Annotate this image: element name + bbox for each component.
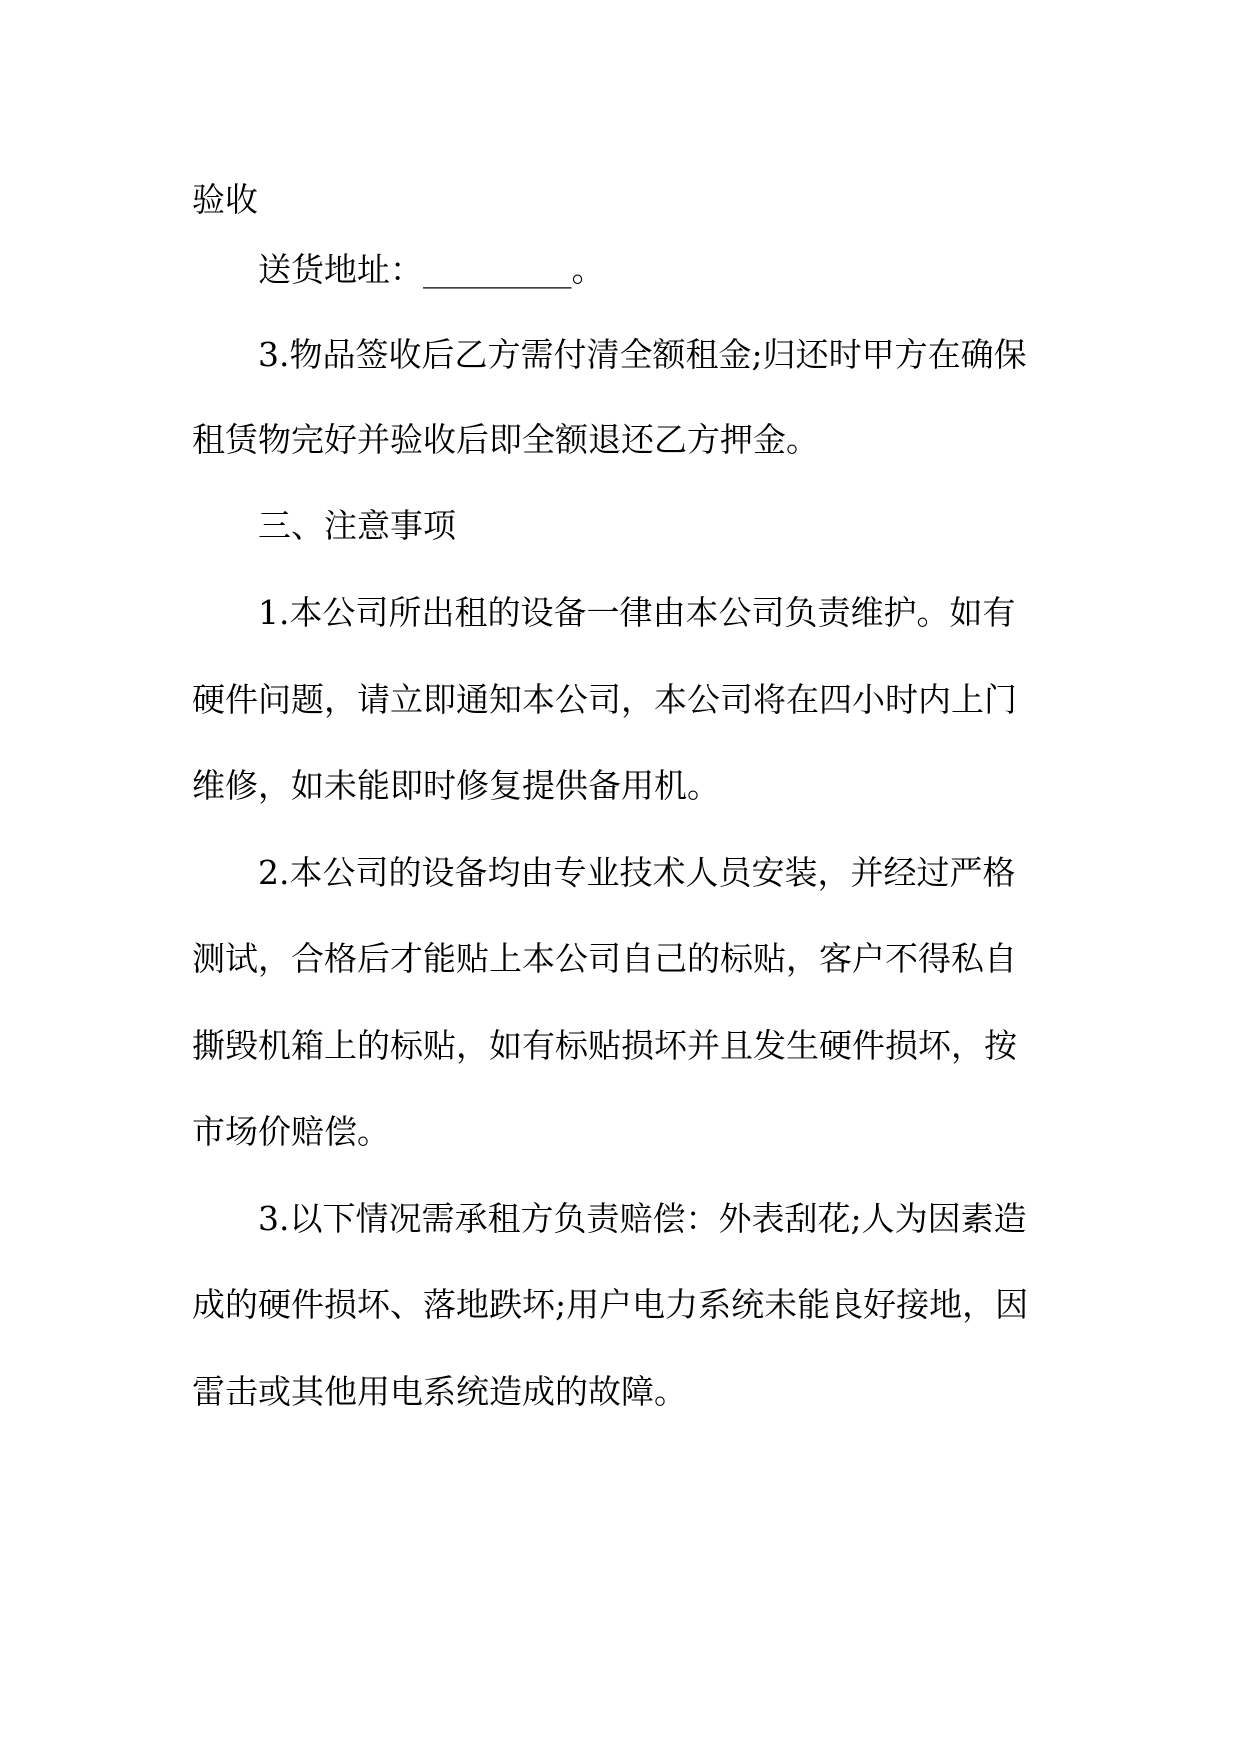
text-line: 维修，如未能即时修复提供备用机。 xyxy=(192,766,720,805)
text-line: 撕毁机箱上的标贴，如有标贴损坏并且发生硬件损坏，按 xyxy=(192,1026,1017,1065)
text-line: 成的硬件损坏、落地跌坏;用户电力系统未能良好接地，因 xyxy=(192,1285,1029,1324)
notice-3-line: 3.以下情况需承租方负责赔偿：外表刮花;人为因素造 xyxy=(258,1199,1027,1238)
text-line: 测试，合格后才能贴上本公司自己的标贴，客户不得私自 xyxy=(192,939,1017,978)
text-line: 租赁物完好并验收后即全额退还乙方押金。 xyxy=(192,420,819,459)
clause-3-line: 3.物品签收后乙方需付清全额租金;归还时甲方在确保 xyxy=(258,335,1027,374)
text-line: 验收 xyxy=(192,180,258,219)
delivery-address-line: 送货地址：_________。 xyxy=(258,250,605,289)
notice-1-line: 1.本公司所出租的设备一律由本公司负责维护。如有 xyxy=(258,593,1016,632)
text-line: 硬件问题，请立即通知本公司，本公司将在四小时内上门 xyxy=(192,680,1017,719)
text-line: 市场价赔偿。 xyxy=(192,1112,390,1151)
section-heading: 三、注意事项 xyxy=(258,506,456,545)
text-line: 雷击或其他用电系统造成的故障。 xyxy=(192,1372,687,1411)
notice-2-line: 2.本公司的设备均由专业技术人员安装，并经过严格 xyxy=(258,853,1016,892)
